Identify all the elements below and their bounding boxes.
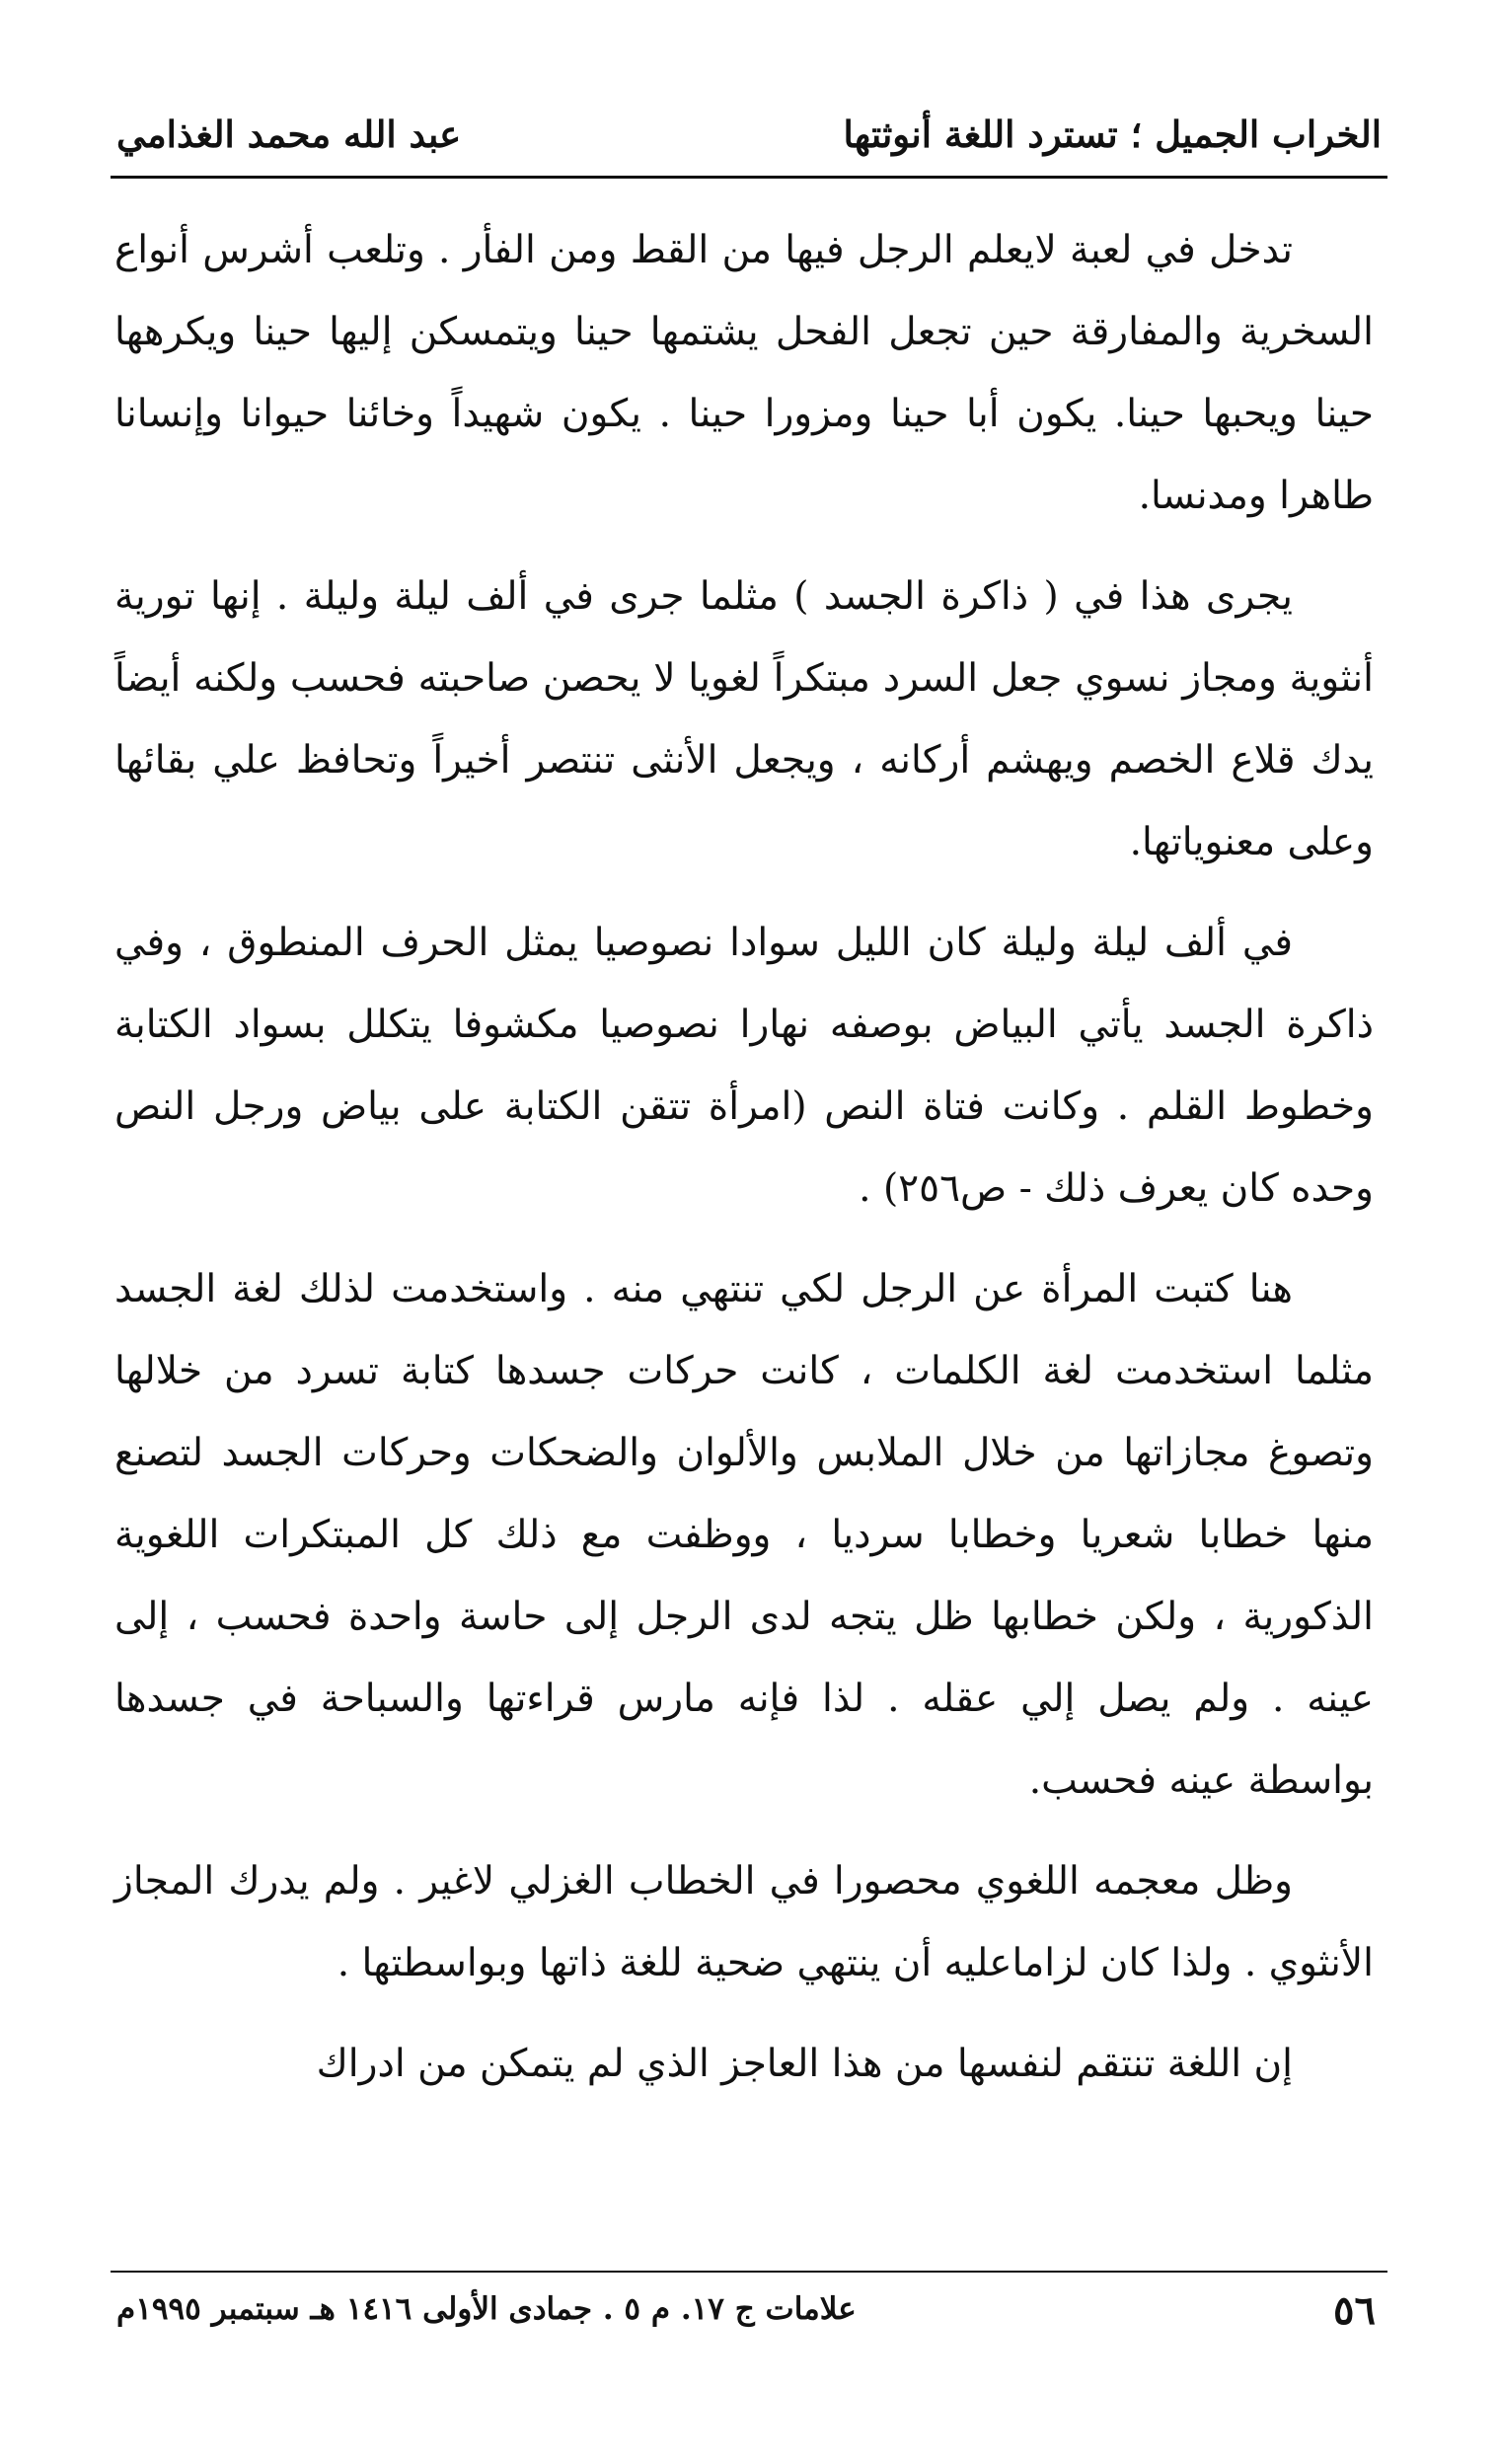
journal-info: علامات ج ١٧. م ٥ . جمادى الأولى ١٤١٦ هـ سبتمبر ١٩٩٥م xyxy=(116,2291,857,2327)
page-number: ٥٦ xyxy=(1333,2287,1376,2334)
paragraph-5: وظل معجمه اللغوي محصورا في الخطاب الغزلي لاغير . ولم يدرك المجاز الأنثوي . ولذا كان لزاماعليه أن ينتهي ضحية للغة ذاتها وبواسطتها . xyxy=(114,1859,1374,1985)
paragraph-6: إن اللغة تنتقم لنفسها من هذا العاجز الذي لم يتمكن من ادراك xyxy=(316,2042,1293,2086)
paragraph-1: تدخل في لعبة لايعلم الرجل فيها من القط ومن الفأر . وتلعب أشرس أنواع السخرية والمفارقة حين تجعل الفحل يشتمها حينا ويتمسكن إليها حينا ويكرهها حينا ويحبها حينا. يكون أبا حينا ومزورا حينا . يكون شهيداً وخائنا حيوانا وإنسانا طاهرا ومدنسا. xyxy=(114,228,1374,518)
author-name: عبد الله محمد الغذامي xyxy=(116,112,462,156)
paragraph-2: يجرى هذا في ( ذاكرة الجسد ) مثلما جرى في ألف ليلة وليلة . إنها تورية أنثوية ومجاز نسوي جعل السرد مبتكراً لغويا لا يحصن صاحبته فحسب ولكنه أيضاً يدك قلاع الخصم ويهشم أركانه ، ويجعل الأنثى تنتصر أخيراً وتحافظ علي بقائها وعلى معنوياتها. xyxy=(114,574,1374,864)
article-title: الخراب الجميل ؛ تسترد اللغة أنوثتها xyxy=(843,112,1382,156)
paragraph-3: في ألف ليلة وليلة كان الليل سوادا نصوصيا يمثل الحرف المنطوق ، وفي ذاكرة الجسد يأتي البياض بوصفه نهارا نصوصيا مكشوفا يتكلل بسواد الكتابة وخطوط القلم . وكانت فتاة النص (امرأة تتقن الكتابة على بياض ورجل النص وحده كان يعرف ذلك - ص٢٥٦) . xyxy=(114,921,1374,1211)
header-rule xyxy=(111,176,1387,179)
running-header xyxy=(116,107,1382,176)
footer-rule xyxy=(111,2271,1387,2273)
running-footer xyxy=(116,2287,1382,2347)
paragraph-4: هنا كتبت المرأة عن الرجل لكي تنتهي منه . واستخدمت لذلك لغة الجسد مثلما استخدمت لغة الكلمات ، كانت حركات جسدها كتابة تسرد من خلالها وتصوغ مجازاتها من خلال الملابس والألوان والضحكات وحركات الجسد لتصنع منها خطابا شعريا وخطابا سرديا ، ووظفت مع ذلك كل المبتكرات اللغوية الذكورية ، ولكن خطابها ظل يتجه لدى الرجل إلى حاسة واحدة فحسب ، إلى عينه . ولم يصل إلي عقله . لذا فإنه مارس قراءتها والسباحة في جسدها بواسطة عينه فحسب. xyxy=(114,1267,1374,1803)
body-text xyxy=(114,209,1374,2124)
